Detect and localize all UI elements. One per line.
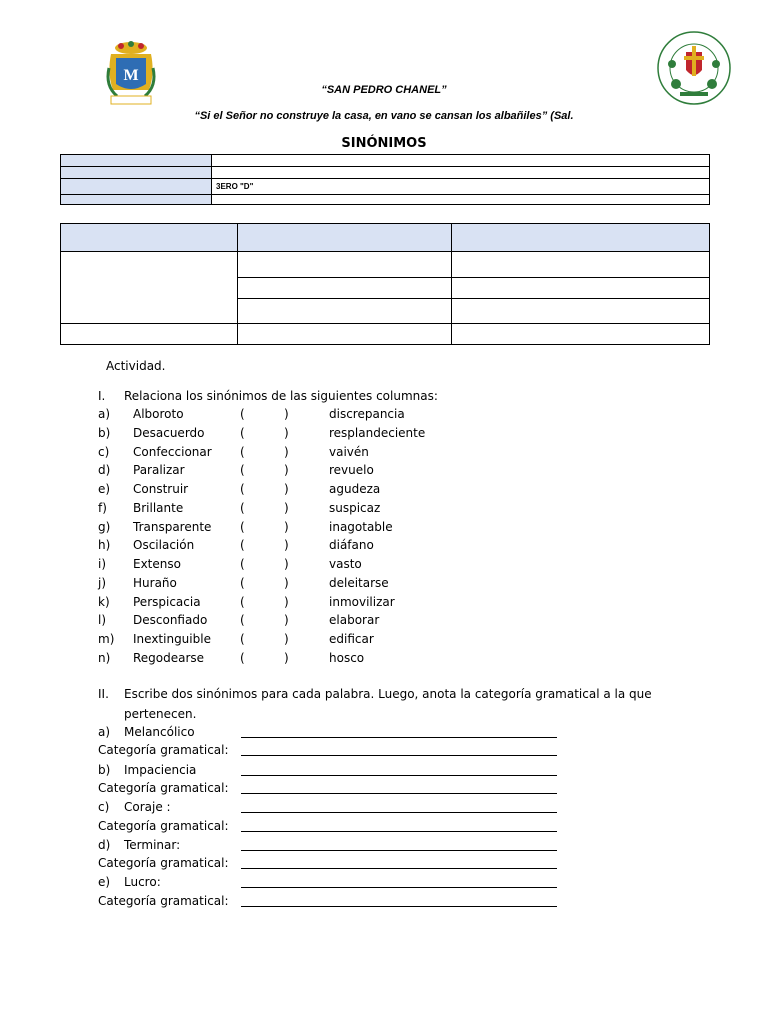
category-answer-line[interactable] [241,743,557,756]
item-letter: a) [98,407,111,421]
item-match-word: edificar [329,632,374,647]
item-word: Alboroto [133,407,184,421]
item-letter: b) [98,425,111,440]
answer-open-paren: ( [240,482,245,497]
item-word: Oscilación [133,538,195,553]
answer-close-paren: ) [284,651,289,665]
evaluation-header-cell [452,224,710,252]
answer-blank[interactable] [248,443,282,461]
item-word: Brillante [133,500,184,515]
item-letter: k) [98,594,110,609]
answer-close-paren: ) [284,557,289,572]
item-word: Regodearse [133,651,205,665]
info-row [61,195,710,205]
synonym-word: Coraje : [124,800,171,815]
item-letter: d) [98,463,111,478]
school-motto: “Si el Señor no construye la casa, en vano se cansan los albañiles” (Sal. [194,110,574,122]
info-row [61,179,710,195]
synonyms-answer-line[interactable] [241,838,557,851]
answer-blank[interactable] [248,630,282,648]
synonym-word: Impaciencia [124,762,197,777]
item-word: Inextinguible [133,632,211,647]
synonym-letter: d) [98,837,111,852]
item-letter: h) [98,538,111,553]
item-match-word: elaborar [329,613,380,628]
answer-open-paren: ( [240,538,245,553]
synonym-word: Lucro: [124,875,161,890]
item-word: Huraño [133,575,177,590]
part2-numeral: II. [98,687,109,701]
item-match-word: inagotable [329,519,393,534]
answer-open-paren: ( [240,594,245,609]
synonym-letter: b) [98,762,111,777]
svg-text:M: M [123,67,139,84]
student-info-table [60,154,710,205]
evaluation-cell[interactable] [238,252,452,278]
answer-open-paren: ( [240,463,245,478]
answer-close-paren: ) [284,538,289,553]
answer-close-paren: ) [284,482,289,497]
item-letter: m) [98,632,115,647]
part1-instruction: Relaciona los sinónimos de las siguientes columnas: [124,389,438,403]
evaluation-header-row [61,224,710,252]
part1-numeral: I. [98,389,106,403]
item-letter: e) [98,482,111,497]
info-label-cell [61,155,212,167]
synonym-letter: e) [98,875,111,890]
item-match-word: agudeza [329,482,381,497]
answer-blank[interactable] [248,405,282,423]
item-match-word: vaivén [329,444,369,459]
item-match-word: revuelo [329,463,374,478]
answer-open-paren: ( [240,613,245,628]
evaluation-cell[interactable] [238,324,452,345]
item-letter: l) [98,613,107,628]
category-answer-line[interactable] [241,894,557,907]
evaluation-cell[interactable] [61,324,238,345]
synonym-letter: c) [98,800,110,815]
evaluation-row [61,324,710,345]
info-value-cell[interactable] [212,167,710,179]
info-label-cell [61,195,212,205]
category-label: Categoría gramatical: [98,818,229,833]
answer-close-paren: ) [284,613,289,628]
answer-open-paren: ( [240,557,245,572]
category-label: Categoría gramatical: [98,893,229,908]
item-match-word: suspicaz [329,500,381,515]
item-word: Transparente [133,519,212,534]
answer-close-paren: ) [284,444,289,459]
info-label-cell [61,179,212,195]
evaluation-cell[interactable] [238,278,452,299]
synonym-letter: a) [98,725,111,739]
item-word: Desconfiado [133,613,208,628]
item-word: Paralizar [133,463,185,478]
evaluation-header-cell [61,224,238,252]
item-word: Extenso [133,557,181,572]
answer-blank[interactable] [248,424,282,442]
item-match-word: deleitarse [329,575,389,590]
evaluation-cell[interactable] [452,252,710,278]
category-label: Categoría gramatical: [98,856,229,871]
answer-open-paren: ( [240,425,245,440]
school-crest-logo [103,38,159,110]
grade-section-value[interactable]: 3ERO "D" [212,179,710,195]
item-match-word: resplandeciente [329,425,426,440]
item-match-word: discrepancia [329,407,405,421]
answer-close-paren: ) [284,463,289,478]
item-word: Construir [133,482,189,497]
synonyms-answer-line[interactable] [241,763,557,776]
answer-blank[interactable] [248,649,282,667]
item-letter: c) [98,444,110,459]
evaluation-table [60,223,710,345]
answer-open-paren: ( [240,575,245,590]
answer-open-paren: ( [240,444,245,459]
info-row [61,167,710,179]
answer-blank[interactable] [248,555,282,573]
part2-instruction-continued: pertenecen. [124,707,197,721]
item-letter: j) [98,575,107,590]
school-name: “SAN PEDRO CHANEL” [321,84,447,96]
category-answer-line[interactable] [241,819,557,832]
synonyms-answer-line[interactable] [241,875,557,888]
part2-instruction: Escribe dos sinónimos para cada palabra. Luego, anota la categoría gramatical a la que [124,687,652,701]
category-label: Categoría gramatical: [98,781,229,795]
evaluation-cell[interactable] [452,324,710,345]
item-match-word: diáfano [329,538,374,553]
category-answer-line[interactable] [241,856,557,869]
info-value-cell[interactable] [212,155,710,167]
answer-blank[interactable] [248,499,282,517]
category-answer-line[interactable] [241,781,557,794]
item-match-word: hosco [329,651,365,665]
answer-close-paren: ) [284,632,289,647]
answer-open-paren: ( [240,500,245,515]
answer-blank[interactable] [248,593,282,611]
answer-close-paren: ) [284,500,289,515]
evaluation-cell[interactable] [238,299,452,324]
evaluation-header-cell [238,224,452,252]
answer-close-paren: ) [284,594,289,609]
activity-label: Actividad. [106,359,166,373]
answer-open-paren: ( [240,407,245,421]
info-value-cell[interactable] [212,195,710,205]
page-title: SINÓNIMOS [341,136,427,151]
synonym-word: Melancólico [124,725,195,739]
answer-close-paren: ) [284,575,289,590]
answer-close-paren: ) [284,407,289,421]
item-letter: f) [98,500,107,515]
answer-blank[interactable] [248,536,282,554]
answer-open-paren: ( [240,651,245,665]
item-word: Perspicacia [133,594,201,609]
item-match-word: vasto [329,557,362,572]
item-letter: g) [98,519,111,534]
item-word: Desacuerdo [133,425,205,440]
evaluation-cell[interactable] [452,299,710,324]
item-word: Confeccionar [133,444,212,459]
answer-blank[interactable] [248,518,282,536]
synonym-word: Terminar: [124,837,181,852]
synonyms-answer-line[interactable] [241,725,557,738]
item-letter: n) [98,651,111,665]
answer-blank[interactable] [248,461,282,479]
answer-blank[interactable] [248,611,282,629]
answer-open-paren: ( [240,519,245,534]
answer-close-paren: ) [284,425,289,440]
item-letter: i) [98,557,107,572]
answer-blank[interactable] [248,480,282,498]
info-label-cell [61,167,212,179]
category-label: Categoría gramatical: [98,743,229,758]
evaluation-merged-cell[interactable] [61,252,238,324]
info-row [61,155,710,167]
evaluation-cell[interactable] [452,278,710,299]
item-match-word: inmovilizar [329,594,395,609]
evaluation-row [61,252,710,278]
answer-blank[interactable] [248,574,282,592]
synonyms-answer-line[interactable] [241,800,557,813]
answer-open-paren: ( [240,632,245,647]
answer-close-paren: ) [284,519,289,534]
